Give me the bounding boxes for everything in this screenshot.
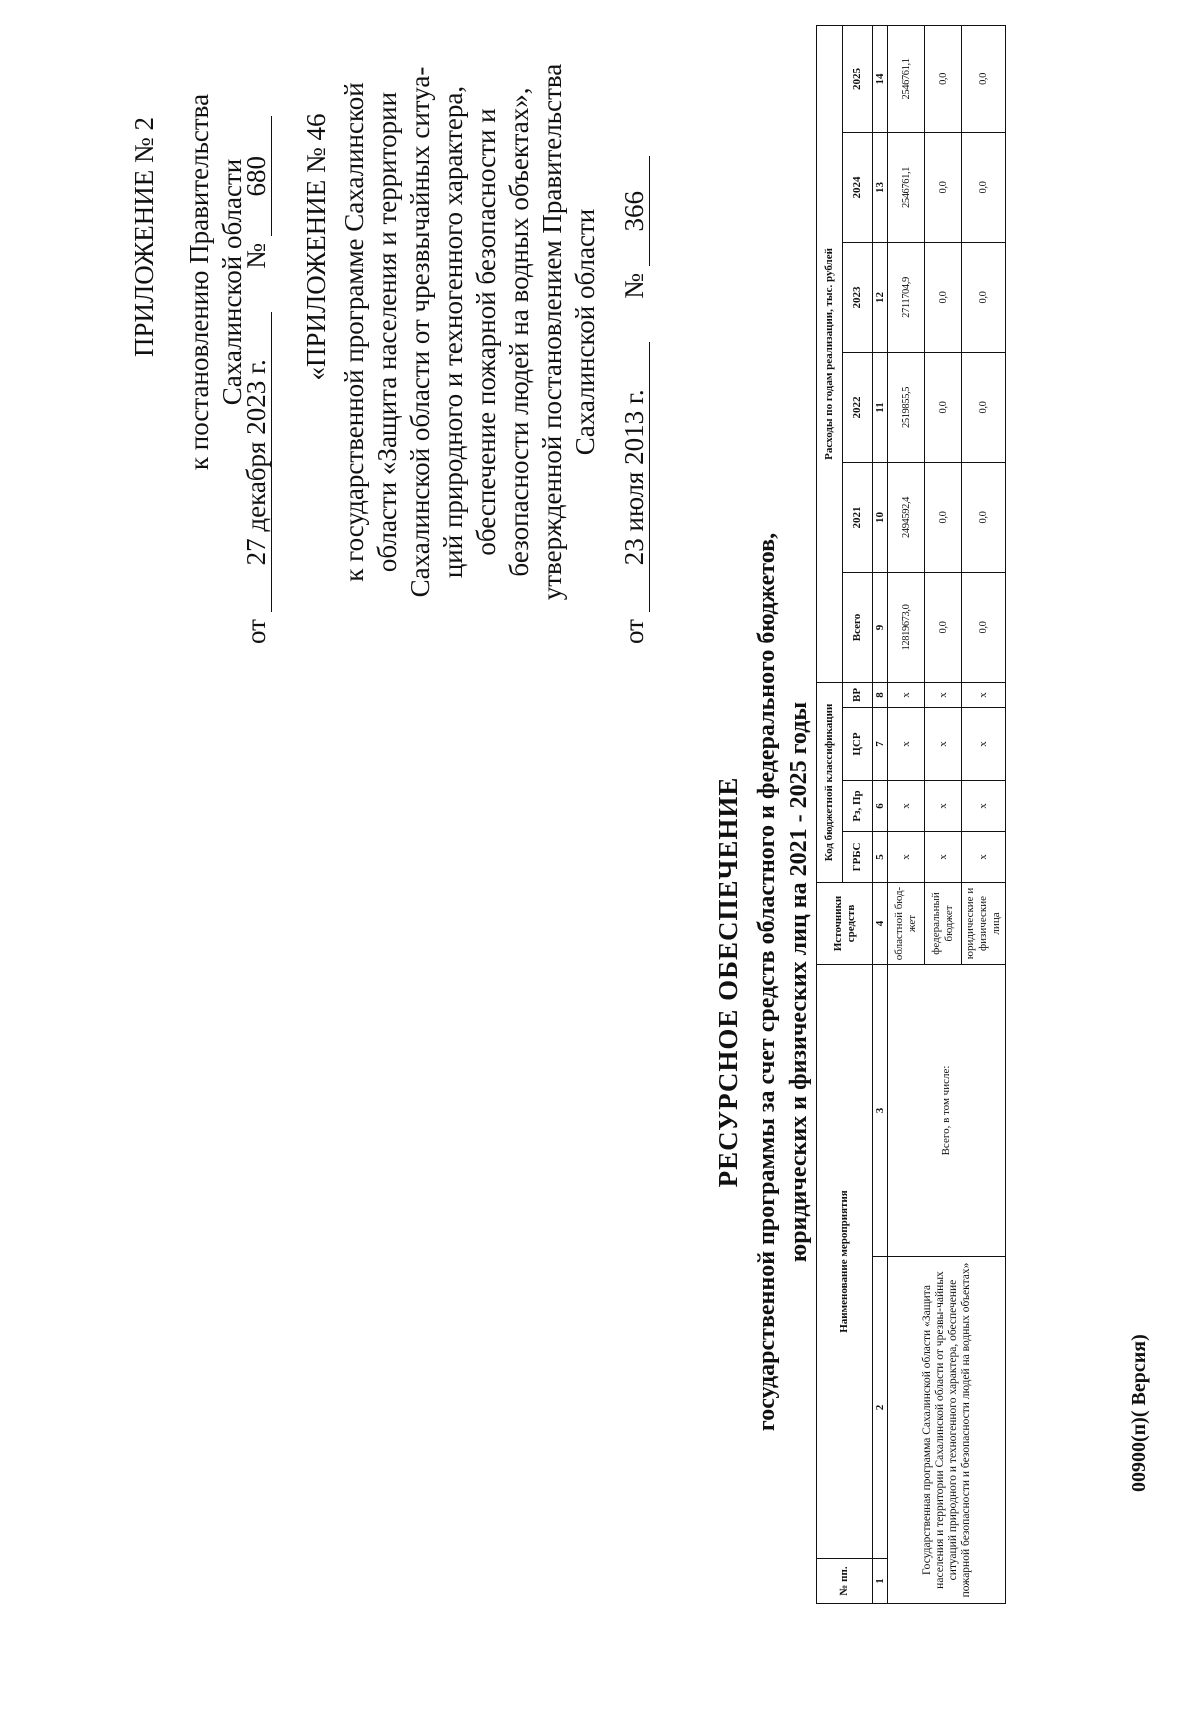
- appendix-title: ПРИЛОЖЕНИЕ № 2: [129, 116, 159, 358]
- appendix-date: 27 декабря 2023 г.: [241, 312, 272, 612]
- appendix-old-line: области «Защита населения и территории: [372, 91, 402, 573]
- column-number: 4: [873, 882, 888, 964]
- value-cell: 0,0: [962, 132, 1006, 242]
- value-cell: 2546761,1: [888, 132, 925, 242]
- value-cell: 0,0: [925, 462, 962, 572]
- column-number-row: [873, 25, 888, 1603]
- document-subtitle-2: юридических и физических лиц на 2021 - 2025 годы: [786, 701, 812, 1263]
- header-name: Наименование мероприятия: [817, 964, 873, 1558]
- source-cell: юридические и физические лица: [962, 882, 1006, 964]
- value-cell: 2711704,9: [888, 242, 925, 352]
- column-number: 7: [873, 707, 888, 780]
- appendix-old-line: ций природного и техногенного характера,: [438, 85, 468, 579]
- header-year: 2022: [843, 352, 873, 462]
- appendix-old-line: к государственной программе Сахалинской: [339, 82, 369, 582]
- header-year: 2025: [843, 25, 873, 132]
- header-code: Код бюджетной классификации: [817, 682, 843, 882]
- source-cell: областной бюд-жет: [888, 882, 925, 964]
- appendix-old-date-line: [618, 4, 651, 644]
- resource-table: [816, 25, 1006, 1604]
- code-cell: х: [888, 682, 925, 707]
- code-cell: х: [962, 682, 1006, 707]
- appendix-old-date: 23 июля 2013 г.: [619, 342, 650, 612]
- code-cell: х: [888, 831, 925, 882]
- value-cell: 2494592,4: [888, 462, 925, 572]
- header-year: 2024: [843, 132, 873, 242]
- code-cell: х: [962, 707, 1006, 780]
- header-rzpr: Рз, Пр: [843, 780, 873, 831]
- value-cell: 2546761,1: [888, 25, 925, 132]
- appendix-old-from-label: от: [619, 619, 649, 644]
- appendix-date-line: [240, 4, 273, 644]
- value-cell: 0,0: [925, 242, 962, 352]
- value-cell: 0,0: [962, 242, 1006, 352]
- column-number: 9: [873, 572, 888, 682]
- appendix-line-2: Сахалинской области: [217, 158, 247, 406]
- appendix-old-title: «ПРИЛОЖЕНИЕ № 46: [301, 113, 331, 381]
- appendix-old-line: обеспечение пожарной безопасности и: [471, 108, 501, 556]
- column-number: 8: [873, 682, 888, 707]
- total-label: Всего, в том числе:: [888, 964, 1006, 1256]
- column-number: 13: [873, 132, 888, 242]
- source-cell: федеральный бюджет: [925, 882, 962, 964]
- value-cell: 0,0: [962, 25, 1006, 132]
- appendix-from-label: от: [241, 619, 271, 644]
- appendix-old-line: Сахалинской области: [570, 208, 600, 456]
- value-cell: 0,0: [962, 352, 1006, 462]
- value-cell: 0,0: [925, 572, 962, 682]
- appendix-old-line: утвержденной постановлением Правительства: [537, 63, 567, 601]
- header-expenses: Расходы по годам реализации, тыс. рублей: [817, 25, 843, 682]
- header-year: 2021: [843, 462, 873, 572]
- appendix-old-lines: [338, 12, 602, 652]
- column-number: 5: [873, 831, 888, 882]
- code-cell: х: [962, 831, 1006, 882]
- document-subtitle-1: государственной программы за счет средств областного и федерального бюджетов,: [754, 532, 780, 1432]
- program-name: Государственная программа Сахалинской области «Защита населения и территории Сахалинской области от чрезвы-чайных ситуаций природного и техногенного характера, обеспечение пожарной безопасности и безопасности людей на водных объектах»: [888, 1257, 1006, 1604]
- header-total: Всего: [843, 572, 873, 682]
- appendix-old-line: безопасности людей на водных объектах»,: [504, 87, 534, 577]
- code-cell: х: [925, 780, 962, 831]
- column-number: 12: [873, 242, 888, 352]
- appendix-old-num-label: №: [619, 273, 649, 299]
- column-number: 2: [873, 1257, 888, 1559]
- document-title: РЕСУРСНОЕ ОБЕСПЕЧЕНИЕ: [713, 776, 743, 1188]
- code-cell: х: [888, 707, 925, 780]
- code-cell: х: [962, 780, 1006, 831]
- column-number: 1: [873, 1559, 888, 1604]
- value-cell: 12819673,0: [888, 572, 925, 682]
- column-number: 6: [873, 780, 888, 831]
- header-num: № пп.: [817, 1559, 873, 1604]
- header-csr: ЦСР: [843, 707, 873, 780]
- column-number: 10: [873, 462, 888, 572]
- appendix-old-line: Сахалинской области от чрезвычайных ситуа-: [405, 66, 435, 598]
- header-grbs: ГРБС: [843, 831, 873, 882]
- code-cell: х: [925, 707, 962, 780]
- code-cell: х: [888, 780, 925, 831]
- value-cell: 0,0: [962, 462, 1006, 572]
- code-cell: х: [925, 682, 962, 707]
- value-cell: 0,0: [925, 132, 962, 242]
- header-sources: Источники средств: [817, 882, 873, 964]
- table-row: [888, 25, 925, 1603]
- code-cell: х: [925, 831, 962, 882]
- column-number: 3: [873, 964, 888, 1256]
- footer-version: 00900(п)( Версия): [1128, 1334, 1150, 1492]
- header-vr: ВР: [843, 682, 873, 707]
- column-number: 14: [873, 25, 888, 132]
- appendix-number: 680: [241, 116, 272, 236]
- value-cell: 0,0: [962, 572, 1006, 682]
- appendix-old-number: 366: [619, 156, 650, 266]
- header-year: 2023: [843, 242, 873, 352]
- column-number: 11: [873, 352, 888, 462]
- value-cell: 0,0: [925, 25, 962, 132]
- appendix-line-1: к постановлению Правительства: [184, 93, 214, 471]
- value-cell: 0,0: [925, 352, 962, 462]
- appendix-num-label: №: [241, 243, 271, 269]
- value-cell: 2519855,5: [888, 352, 925, 462]
